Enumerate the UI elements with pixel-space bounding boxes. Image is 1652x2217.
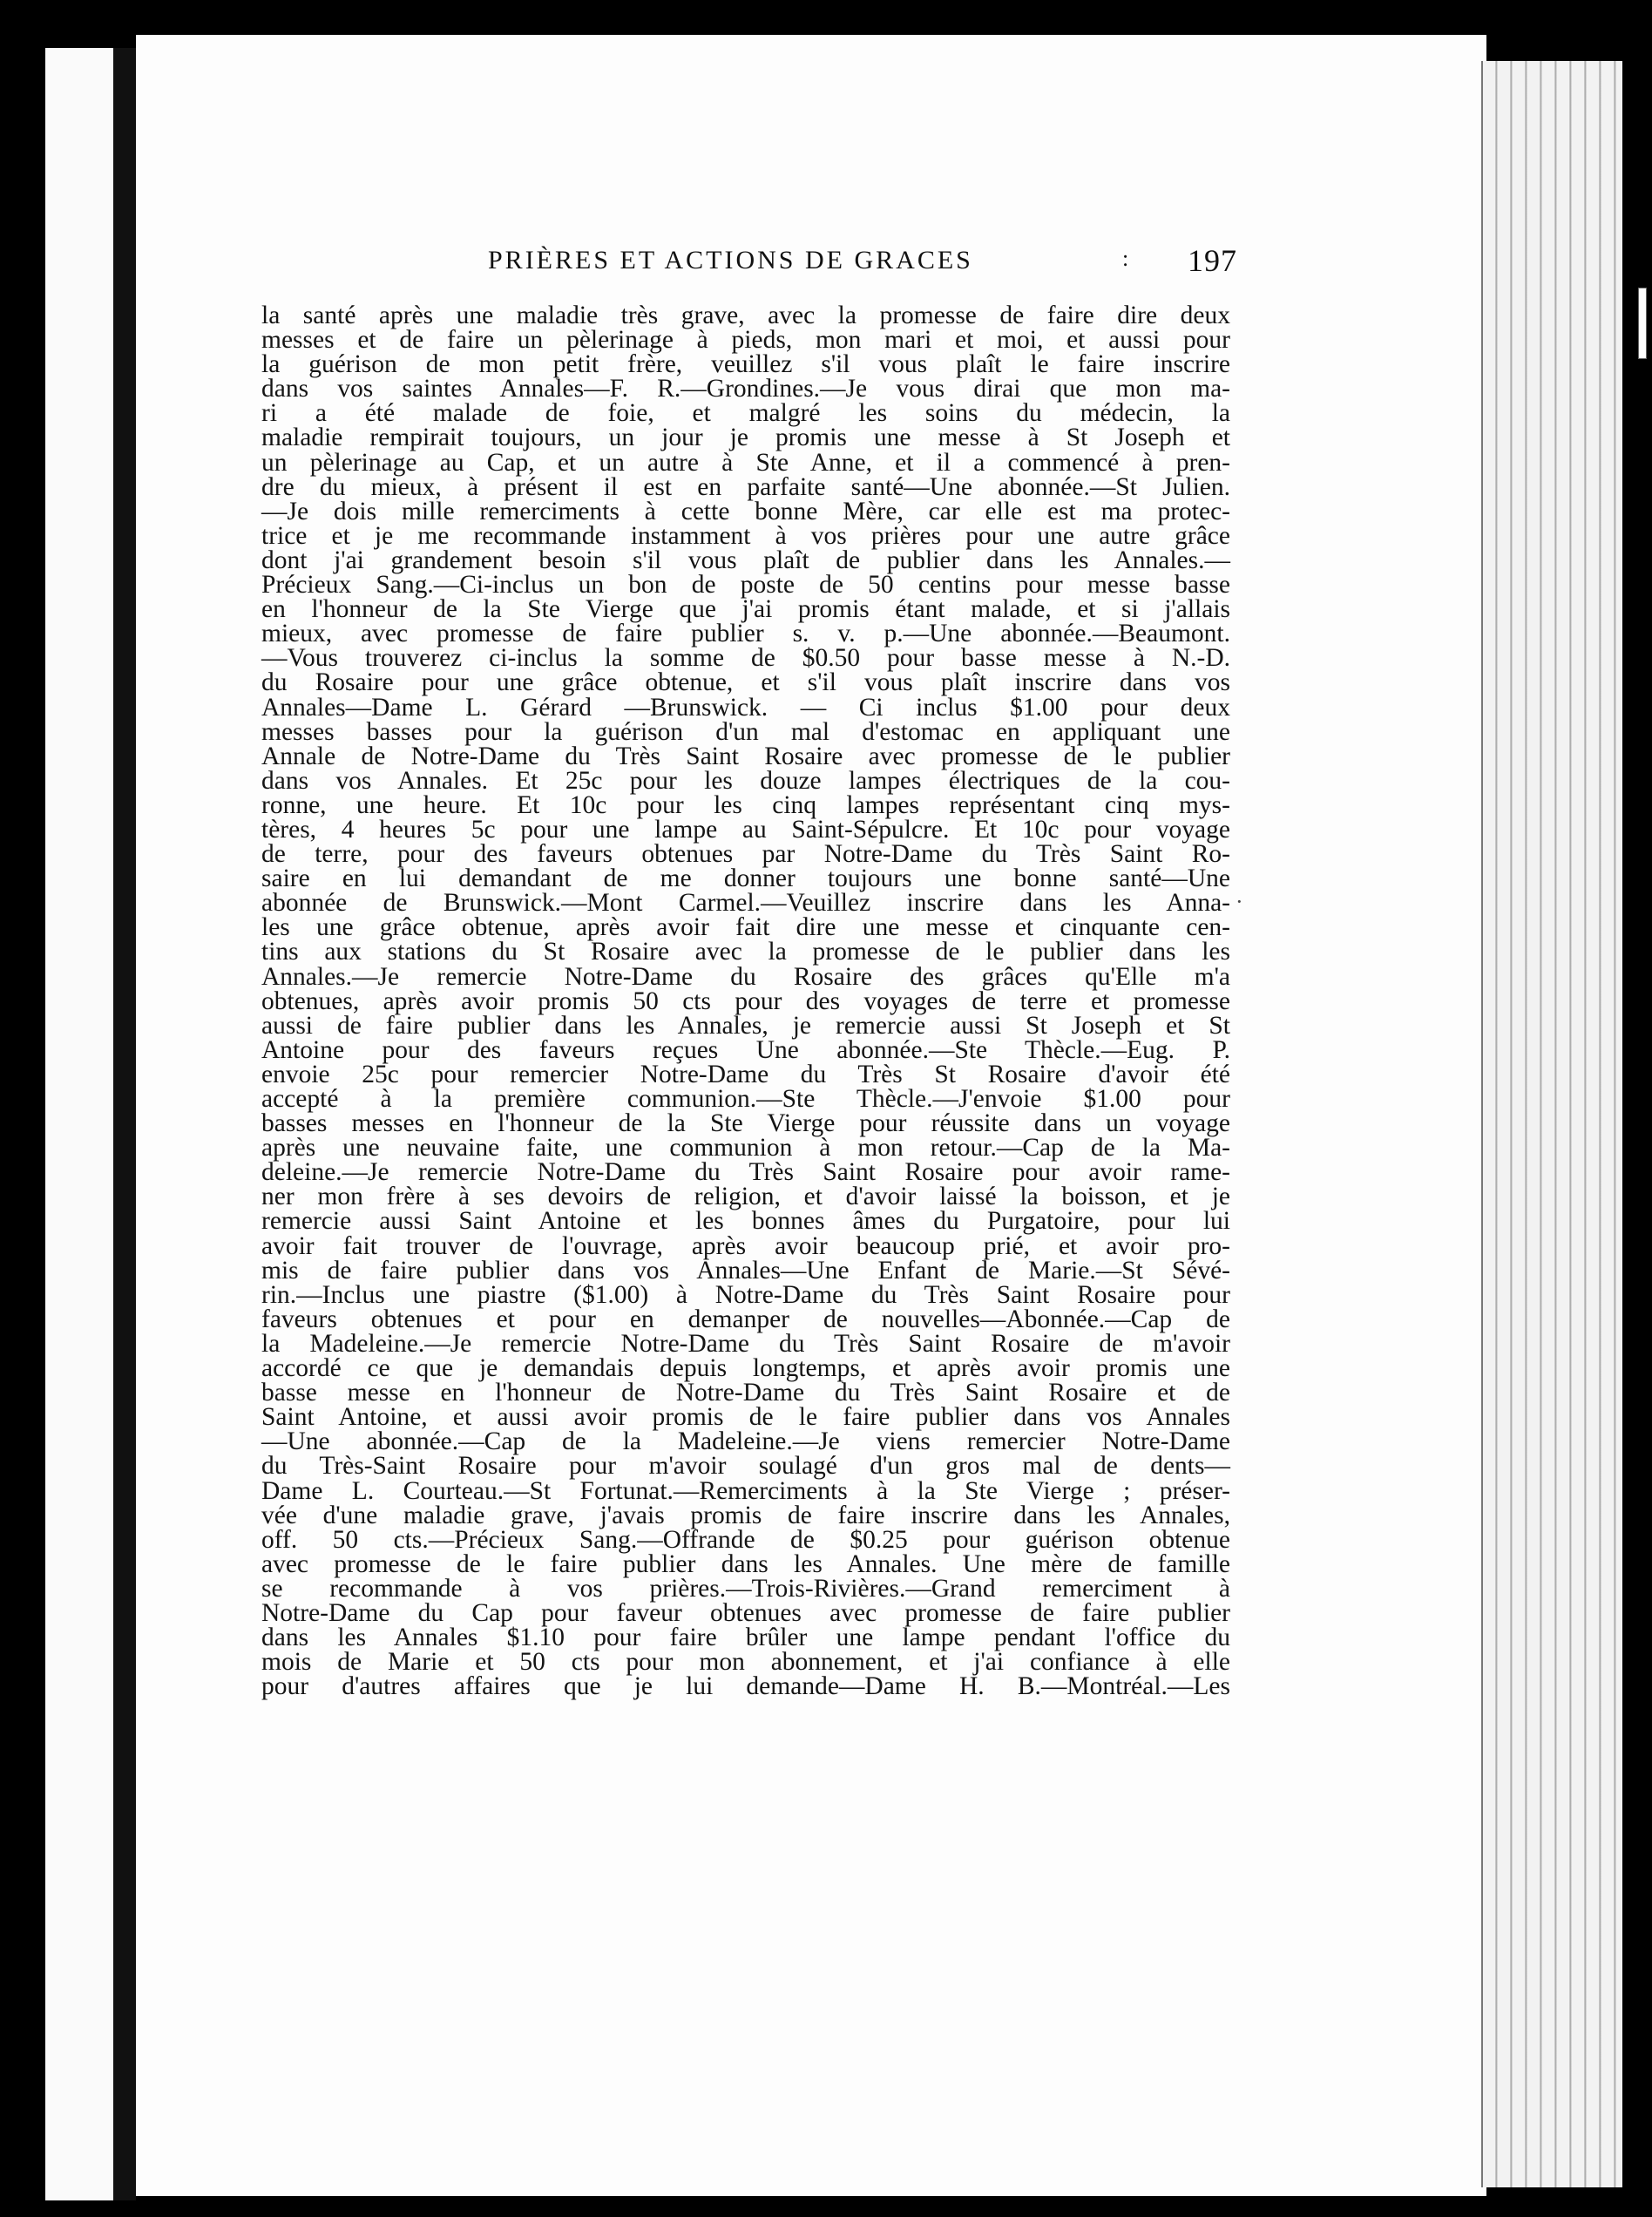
text-line: la Madeleine.—Je remercie Notre-Dame du Très Saint Rosaire de m'avoir	[261, 1329, 1230, 1358]
text-line: se recommande à vos prières.—Trois-Rivières.—Grand remerciment à	[261, 1574, 1230, 1603]
text-line: accordé ce que je demandais depuis longtemps, et après avoir promis une	[261, 1354, 1230, 1383]
previous-page-edge	[45, 48, 113, 2200]
text-line: vée d'une maladie grave, j'avais promis de faire inscrire dans les Annales,	[261, 1501, 1230, 1529]
text-line: saire en lui demandant de me donner toujours une bonne santé—Une	[261, 864, 1230, 893]
text-line: tères, 4 heures 5c pour une lampe au Saint-Sépulcre. Et 10c pour voyage	[261, 815, 1230, 844]
text-line: Annale de Notre-Dame du Très Saint Rosaire avec promesse de le publier	[261, 742, 1230, 770]
header-separator: :	[1122, 246, 1132, 271]
text-line: basses messes en l'honneur de la Ste Vierge pour réussite dans un voyage	[261, 1109, 1230, 1138]
text-line: après une neuvaine faite, une communion à mon retour.—Cap de la Ma-	[261, 1134, 1230, 1163]
text-line: abonnée de Brunswick.—Mont Carmel.—Veuillez inscrire dans les Anna-	[261, 889, 1230, 918]
text-line: —Vous trouverez ci-inclus la somme de $0.50 pour basse messe à N.-D.	[261, 644, 1230, 673]
text-line: messes basses pour la guérison d'un mal d'estomac en appliquant une	[261, 717, 1230, 746]
text-line: faveurs obtenues et pour en demanper de nouvelles—Abonnée.—Cap de	[261, 1305, 1230, 1333]
text-line: dans les Annales $1.10 pour faire brûler une lampe pendant l'office du	[261, 1624, 1230, 1652]
text-line: tins aux stations du St Rosaire avec la promesse de le publier dans les	[261, 938, 1230, 966]
text-line: envoie 25c pour remercier Notre-Dame du Très St Rosaire d'avoir été	[261, 1060, 1230, 1088]
body-paragraph	[261, 302, 1230, 1701]
text-line: Annales—Dame L. Gérard —Brunswick. — Ci inclus $1.00 pour deux	[261, 693, 1230, 722]
text-line: mis de faire publier dans vos Annales—Une Enfant de Marie.—St Sévé-	[261, 1256, 1230, 1285]
text-line: mieux, avec promesse de faire publier s. v. p.—Une abonnée.—Beaumont.	[261, 620, 1230, 648]
text-line: rin.—Inclus une piastre ($1.00) à Notre-Dame du Très Saint Rosaire pour	[261, 1280, 1230, 1309]
text-line: aussi de faire publier dans les Annales, je remercie aussi St Joseph et St	[261, 1011, 1230, 1040]
text-line: —Je dois mille remerciments à cette bonne Mère, car elle est ma protec-	[261, 497, 1230, 525]
text-line: ronne, une heure. Et 10c pour les cinq lampes représentant cinq mys-	[261, 790, 1230, 819]
running-head: PRIÈRES ET ACTIONS DE GRACES	[488, 246, 973, 275]
text-line: avec promesse de le faire publier dans les Annales. Une mère de famille	[261, 1549, 1230, 1578]
text-line: deleine.—Je remercie Notre-Dame du Très Saint Rosaire pour avoir rame-	[261, 1158, 1230, 1187]
text-line: du Rosaire pour une grâce obtenue, et s'il vous plaît inscrire dans vos	[261, 668, 1230, 697]
text-line: Antoine pour des faveurs reçues Une abonnée.—Ste Thècle.—Eug. P.	[261, 1035, 1230, 1064]
text-line: avoir fait trouver de l'ouvrage, après avoir beaucoup prié, et avoir pro-	[261, 1231, 1230, 1260]
page-header	[488, 243, 1237, 281]
text-line: mois de Marie et 50 cts pour mon abonnement, et j'ai confiance à elle	[261, 1648, 1230, 1677]
text-line: Annales.—Je remercie Notre-Dame du Rosaire des grâces qu'Elle m'a	[261, 962, 1230, 991]
margin-mark: ·	[1236, 889, 1243, 914]
text-line: Notre-Dame du Cap pour faveur obtenues avec promesse de faire publier	[261, 1598, 1230, 1627]
text-line: dre du mieux, à présent il est en parfaite santé—Une abonnée.—St Julien.	[261, 472, 1230, 501]
text-line: en l'honneur de la Ste Vierge que j'ai promis étant malade, et si j'allais	[261, 595, 1230, 624]
edge-marker	[1638, 288, 1647, 359]
text-line: du Très-Saint Rosaire pour m'avoir soulagé d'un gros mal de dents—	[261, 1452, 1230, 1481]
text-line: un pèlerinage au Cap, et un autre à Ste Anne, et il a commencé à pren-	[261, 448, 1230, 477]
text-line: pour d'autres affaires que je lui demande—Dame H. B.—Montréal.—Les	[261, 1672, 1230, 1701]
text-line: de terre, pour des faveurs obtenues par Notre-Dame du Très Saint Ro-	[261, 840, 1230, 869]
text-line: accepté à la première communion.—Ste Thècle.—J'envoie $1.00 pour	[261, 1085, 1230, 1113]
page-number: 197	[1188, 243, 1237, 278]
text-line: les une grâce obtenue, après avoir fait dire une messe et cinquante cen-	[261, 913, 1230, 942]
text-line: —Une abonnée.—Cap de la Madeleine.—Je viens remercier Notre-Dame	[261, 1427, 1230, 1456]
text-line: remercie aussi Saint Antoine et les bonnes âmes du Purgatoire, pour lui	[261, 1207, 1230, 1236]
text-line: la guérison de mon petit frère, veuillez s'il vous plaît le faire inscrire	[261, 350, 1230, 379]
book-gutter	[113, 48, 136, 2200]
text-line: ner mon frère à ses devoirs de religion, et d'avoir laissé la boisson, et je	[261, 1183, 1230, 1211]
text-line: messes et de faire un pèlerinage à pieds, mon mari et moi, et aussi pour	[261, 326, 1230, 355]
text-line: dans vos Annales. Et 25c pour les douze lampes électriques de la cou-	[261, 766, 1230, 795]
text-line: trice et je me recommande instamment à vos prières pour une autre grâce	[261, 521, 1230, 550]
text-line: dans vos saintes Annales—F. R.—Grondines.—Je vous dirai que mon ma-	[261, 375, 1230, 403]
text-line: la santé après une maladie très grave, avec la promesse de faire dire deux	[261, 302, 1230, 329]
stacked-page-edges	[1481, 61, 1622, 2187]
text-line: basse messe en l'honneur de Notre-Dame du Très Saint Rosaire et de	[261, 1379, 1230, 1407]
text-line: dont j'ai grandement besoin s'il vous plaît de publier dans les Annales.—	[261, 546, 1230, 574]
text-line: Précieux Sang.—Ci-inclus un bon de poste de 50 centins pour messe basse	[261, 571, 1230, 600]
text-line: Dame L. Courteau.—St Fortunat.—Remerciments à la Ste Vierge ; préser-	[261, 1476, 1230, 1505]
text-line: ri a été malade de foie, et malgré les soins du médecin, la	[261, 399, 1230, 428]
text-line: maladie rempirait toujours, un jour je promis une messe à St Joseph et	[261, 424, 1230, 452]
text-line: obtenues, après avoir promis 50 cts pour des voyages de terre et promesse	[261, 986, 1230, 1015]
text-line: off. 50 cts.—Précieux Sang.—Offrande de $0.25 pour guérison obtenue	[261, 1525, 1230, 1554]
text-line: Saint Antoine, et aussi avoir promis de le faire publier dans vos Annales	[261, 1403, 1230, 1432]
